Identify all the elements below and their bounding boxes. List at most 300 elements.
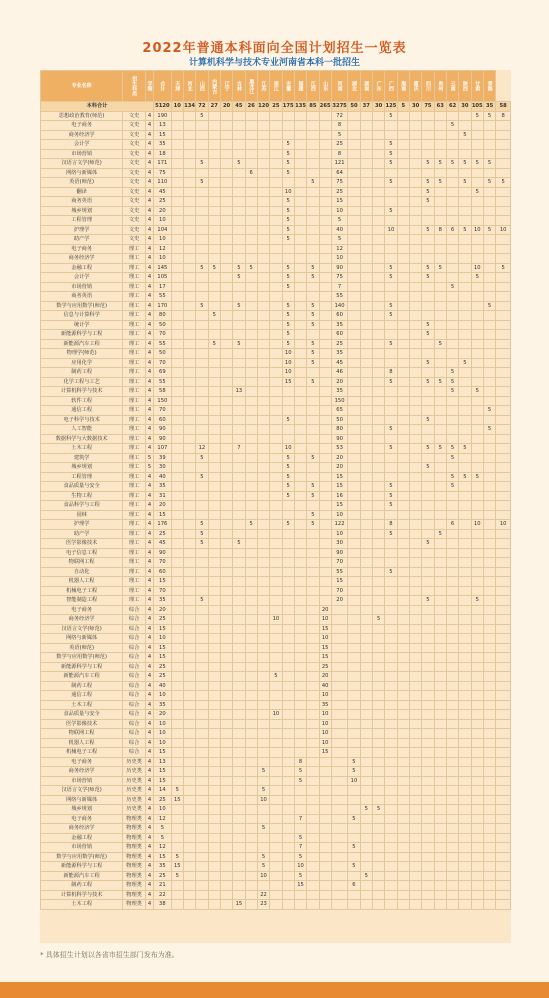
table-cell bbox=[183, 615, 195, 625]
table-cell bbox=[434, 662, 446, 672]
table-cell: 理工 bbox=[123, 263, 146, 273]
table-cell bbox=[282, 292, 294, 302]
table-cell: 15 bbox=[331, 577, 347, 587]
table-cell bbox=[208, 558, 220, 568]
table-cell bbox=[307, 586, 319, 596]
table-cell bbox=[294, 710, 306, 720]
table-cell bbox=[257, 292, 269, 302]
table-cell bbox=[183, 358, 195, 368]
table-cell bbox=[270, 140, 282, 150]
table-cell bbox=[348, 605, 360, 615]
table-cell bbox=[208, 586, 220, 596]
table-cell bbox=[496, 273, 511, 283]
table-cell bbox=[434, 852, 446, 862]
table-row bbox=[41, 244, 511, 254]
table-cell bbox=[220, 377, 232, 387]
table-cell bbox=[471, 349, 483, 359]
table-cell bbox=[208, 681, 220, 691]
table-cell: 5 bbox=[282, 235, 294, 245]
table-cell bbox=[257, 624, 269, 634]
table-cell bbox=[319, 548, 331, 558]
table-cell bbox=[397, 415, 409, 425]
table-cell bbox=[385, 729, 397, 739]
table-cell bbox=[282, 681, 294, 691]
table-cell bbox=[459, 662, 471, 672]
table-cell bbox=[409, 824, 421, 834]
page-title: 2022年普通本科面向全国计划招生一览表 bbox=[142, 41, 407, 56]
header-col: 天津 bbox=[171, 71, 183, 102]
table-cell bbox=[319, 425, 331, 435]
table-cell bbox=[208, 425, 220, 435]
table-cell bbox=[372, 691, 384, 701]
table-cell bbox=[496, 140, 511, 150]
table-cell bbox=[397, 130, 409, 140]
table-cell bbox=[307, 472, 319, 482]
table-cell bbox=[270, 187, 282, 197]
table-cell bbox=[496, 472, 511, 482]
table-cell bbox=[446, 140, 458, 150]
table-cell: 4 bbox=[145, 776, 153, 786]
table-cell bbox=[245, 406, 257, 416]
table-cell bbox=[471, 149, 483, 159]
table-cell: 5 bbox=[196, 472, 208, 482]
table-cell bbox=[397, 482, 409, 492]
table-cell bbox=[220, 719, 232, 729]
table-cell bbox=[245, 643, 257, 653]
table-cell bbox=[208, 197, 220, 207]
table-cell: 46 bbox=[331, 368, 347, 378]
table-cell bbox=[483, 624, 495, 634]
table-cell bbox=[409, 700, 421, 710]
table-cell bbox=[496, 719, 511, 729]
table-cell bbox=[233, 833, 245, 843]
table-cell bbox=[220, 178, 232, 188]
table-cell: 25 bbox=[154, 871, 171, 881]
table-cell: 15 bbox=[154, 852, 171, 862]
table-cell: 4 bbox=[145, 425, 153, 435]
table-cell bbox=[409, 586, 421, 596]
table-cell: 5 bbox=[145, 463, 153, 473]
table-cell bbox=[471, 358, 483, 368]
table-cell bbox=[208, 691, 220, 701]
table-cell: 5 bbox=[154, 833, 171, 843]
table-cell bbox=[459, 339, 471, 349]
table-cell: 理工 bbox=[123, 292, 146, 302]
table-cell bbox=[360, 206, 372, 216]
table-cell bbox=[270, 510, 282, 520]
table-cell bbox=[471, 311, 483, 321]
table-cell bbox=[220, 786, 232, 796]
table-cell: 5 bbox=[233, 301, 245, 311]
table-cell bbox=[434, 824, 446, 834]
table-row bbox=[41, 852, 511, 862]
table-cell bbox=[385, 710, 397, 720]
table-cell: 历史类 bbox=[123, 795, 146, 805]
table-cell bbox=[319, 843, 331, 853]
table-cell bbox=[233, 463, 245, 473]
table-cell bbox=[183, 463, 195, 473]
table-cell bbox=[372, 282, 384, 292]
table-cell: 5 bbox=[294, 833, 306, 843]
table-cell bbox=[385, 653, 397, 663]
table-cell bbox=[196, 225, 208, 235]
table-cell bbox=[434, 786, 446, 796]
table-cell bbox=[360, 881, 372, 891]
table-cell: 5 bbox=[294, 871, 306, 881]
table-cell bbox=[348, 339, 360, 349]
table-cell bbox=[434, 757, 446, 767]
table-cell bbox=[409, 463, 421, 473]
table-cell bbox=[409, 434, 421, 444]
table-cell bbox=[459, 824, 471, 834]
table-cell bbox=[171, 178, 183, 188]
table-cell bbox=[294, 187, 306, 197]
table-cell bbox=[294, 339, 306, 349]
table-cell bbox=[196, 881, 208, 891]
table-cell bbox=[208, 149, 220, 159]
table-cell bbox=[409, 292, 421, 302]
table-cell bbox=[307, 852, 319, 862]
table-cell bbox=[483, 805, 495, 815]
table-cell: 5 bbox=[233, 273, 245, 283]
table-cell bbox=[422, 206, 434, 216]
table-cell bbox=[422, 168, 434, 178]
table-cell: 5 bbox=[446, 387, 458, 397]
table-cell bbox=[171, 406, 183, 416]
major-name-cell: 机器人工程 bbox=[41, 738, 123, 748]
table-row bbox=[41, 833, 511, 843]
table-cell bbox=[270, 719, 282, 729]
table-cell: 5 bbox=[233, 263, 245, 273]
table-cell bbox=[220, 301, 232, 311]
table-row bbox=[41, 900, 511, 910]
table-cell: 5 bbox=[307, 377, 319, 387]
table-cell bbox=[496, 776, 511, 786]
table-cell bbox=[183, 795, 195, 805]
table-cell bbox=[372, 843, 384, 853]
table-cell bbox=[385, 824, 397, 834]
table-cell bbox=[319, 453, 331, 463]
table-cell bbox=[257, 710, 269, 720]
table-cell bbox=[459, 634, 471, 644]
table-cell bbox=[196, 282, 208, 292]
table-cell: 综合 bbox=[123, 681, 146, 691]
table-cell bbox=[483, 748, 495, 758]
table-cell bbox=[397, 349, 409, 359]
table-cell bbox=[319, 368, 331, 378]
table-cell bbox=[409, 396, 421, 406]
header-col: 福建 bbox=[294, 71, 306, 102]
table-cell bbox=[372, 596, 384, 606]
table-cell bbox=[459, 605, 471, 615]
table-cell bbox=[245, 871, 257, 881]
table-cell bbox=[409, 548, 421, 558]
table-cell bbox=[183, 605, 195, 615]
table-cell bbox=[446, 786, 458, 796]
table-row bbox=[41, 700, 511, 710]
table-row bbox=[41, 757, 511, 767]
table-cell bbox=[220, 197, 232, 207]
major-name-cell: 电子商务 bbox=[41, 121, 123, 131]
table-cell bbox=[245, 624, 257, 634]
table-cell bbox=[397, 871, 409, 881]
table-cell bbox=[360, 368, 372, 378]
table-cell: 150 bbox=[331, 396, 347, 406]
table-cell bbox=[360, 501, 372, 511]
table-cell bbox=[220, 748, 232, 758]
table-cell bbox=[307, 463, 319, 473]
table-cell bbox=[483, 776, 495, 786]
table-cell bbox=[360, 596, 372, 606]
table-cell bbox=[496, 881, 511, 891]
table-cell bbox=[409, 349, 421, 359]
table-cell bbox=[372, 795, 384, 805]
table-row bbox=[41, 738, 511, 748]
table-cell bbox=[360, 149, 372, 159]
table-cell bbox=[183, 700, 195, 710]
table-cell: 5 bbox=[245, 520, 257, 530]
table-cell bbox=[208, 719, 220, 729]
table-cell bbox=[171, 510, 183, 520]
table-row bbox=[41, 539, 511, 549]
table-cell bbox=[483, 491, 495, 501]
table-cell bbox=[245, 301, 257, 311]
table-cell bbox=[459, 814, 471, 824]
table-cell bbox=[270, 805, 282, 815]
table-cell bbox=[270, 206, 282, 216]
table-cell bbox=[294, 406, 306, 416]
major-name-cell: 助产学 bbox=[41, 235, 123, 245]
table-row bbox=[41, 567, 511, 577]
table-cell bbox=[360, 197, 372, 207]
table-cell bbox=[171, 748, 183, 758]
table-cell bbox=[422, 843, 434, 853]
table-cell bbox=[385, 235, 397, 245]
table-cell bbox=[348, 520, 360, 530]
table-cell bbox=[270, 833, 282, 843]
table-cell: 文史 bbox=[123, 130, 146, 140]
table-cell: 5 bbox=[282, 482, 294, 492]
table-cell bbox=[434, 558, 446, 568]
table-cell bbox=[183, 833, 195, 843]
table-cell bbox=[245, 900, 257, 910]
table-cell bbox=[208, 900, 220, 910]
table-cell bbox=[397, 890, 409, 900]
table-cell bbox=[270, 311, 282, 321]
table-cell: 38 bbox=[154, 900, 171, 910]
table-cell bbox=[196, 890, 208, 900]
table-cell: 5 bbox=[348, 843, 360, 853]
table-cell bbox=[459, 691, 471, 701]
table-cell bbox=[434, 729, 446, 739]
table-cell: 55 bbox=[154, 339, 171, 349]
table-cell bbox=[397, 491, 409, 501]
table-cell bbox=[208, 320, 220, 330]
table-cell: 理工 bbox=[123, 586, 146, 596]
table-cell bbox=[397, 339, 409, 349]
table-cell bbox=[208, 548, 220, 558]
table-cell bbox=[245, 320, 257, 330]
table-cell bbox=[446, 111, 458, 121]
table-row bbox=[41, 406, 511, 416]
table-cell: 20 bbox=[331, 596, 347, 606]
table-cell bbox=[245, 292, 257, 302]
table-cell bbox=[282, 406, 294, 416]
table-cell bbox=[348, 653, 360, 663]
table-cell: 25 bbox=[331, 140, 347, 150]
table-cell bbox=[385, 558, 397, 568]
table-cell bbox=[171, 292, 183, 302]
table-cell bbox=[409, 415, 421, 425]
table-cell bbox=[171, 273, 183, 283]
table-cell bbox=[196, 330, 208, 340]
major-name-cell: 电子科学与技术 bbox=[41, 415, 123, 425]
table-cell bbox=[233, 862, 245, 872]
table-cell bbox=[446, 567, 458, 577]
table-cell bbox=[220, 890, 232, 900]
table-cell: 15 bbox=[331, 501, 347, 511]
table-cell: 5 bbox=[385, 529, 397, 539]
table-cell bbox=[496, 463, 511, 473]
table-cell bbox=[471, 539, 483, 549]
table-cell bbox=[360, 795, 372, 805]
table-cell bbox=[208, 482, 220, 492]
table-cell bbox=[282, 425, 294, 435]
table-cell bbox=[409, 178, 421, 188]
table-cell bbox=[233, 349, 245, 359]
major-name-cell: 思想政治教育(师范) bbox=[41, 111, 123, 121]
table-cell bbox=[245, 501, 257, 511]
table-cell bbox=[307, 767, 319, 777]
table-cell: 40 bbox=[331, 225, 347, 235]
table-cell bbox=[257, 111, 269, 121]
table-cell bbox=[483, 691, 495, 701]
table-cell bbox=[409, 501, 421, 511]
table-cell: 5 bbox=[282, 263, 294, 273]
table-cell: 20 bbox=[331, 463, 347, 473]
table-cell bbox=[196, 387, 208, 397]
table-row bbox=[41, 643, 511, 653]
table-cell bbox=[434, 890, 446, 900]
table-cell bbox=[422, 254, 434, 264]
table-cell bbox=[459, 415, 471, 425]
table-cell bbox=[307, 843, 319, 853]
table-cell bbox=[282, 786, 294, 796]
table-cell bbox=[183, 824, 195, 834]
table-cell bbox=[446, 529, 458, 539]
table-cell: 10 bbox=[348, 776, 360, 786]
table-cell: 4 bbox=[145, 472, 153, 482]
table-cell bbox=[233, 482, 245, 492]
table-cell bbox=[282, 178, 294, 188]
table-cell bbox=[422, 482, 434, 492]
table-cell bbox=[208, 795, 220, 805]
table-cell: 4 bbox=[145, 225, 153, 235]
table-row bbox=[41, 577, 511, 587]
table-cell bbox=[233, 140, 245, 150]
table-cell: 5 bbox=[282, 216, 294, 226]
table-cell bbox=[409, 225, 421, 235]
table-cell bbox=[422, 634, 434, 644]
table-cell: 理工 bbox=[123, 425, 146, 435]
table-cell bbox=[459, 292, 471, 302]
table-cell bbox=[270, 453, 282, 463]
table-cell bbox=[257, 605, 269, 615]
table-cell bbox=[409, 235, 421, 245]
table-cell bbox=[471, 776, 483, 786]
table-cell bbox=[245, 634, 257, 644]
table-cell bbox=[434, 510, 446, 520]
table-cell bbox=[257, 586, 269, 596]
table-cell bbox=[319, 529, 331, 539]
table-cell bbox=[171, 567, 183, 577]
table-cell bbox=[257, 653, 269, 663]
table-cell bbox=[348, 643, 360, 653]
table-cell bbox=[233, 520, 245, 530]
table-cell bbox=[282, 729, 294, 739]
table-cell bbox=[496, 320, 511, 330]
table-cell bbox=[245, 833, 257, 843]
table-cell: 4 bbox=[145, 539, 153, 549]
table-cell bbox=[270, 387, 282, 397]
table-cell bbox=[496, 871, 511, 881]
table-cell: 5 bbox=[282, 168, 294, 178]
table-cell bbox=[220, 282, 232, 292]
table-cell bbox=[397, 586, 409, 596]
table-cell bbox=[409, 900, 421, 910]
table-cell bbox=[319, 890, 331, 900]
table-cell bbox=[307, 406, 319, 416]
table-cell bbox=[446, 767, 458, 777]
table-cell: 4 bbox=[145, 833, 153, 843]
table-cell bbox=[422, 510, 434, 520]
table-cell bbox=[483, 719, 495, 729]
table-cell bbox=[245, 434, 257, 444]
table-cell bbox=[270, 862, 282, 872]
table-cell bbox=[196, 368, 208, 378]
table-cell: 5 bbox=[282, 149, 294, 159]
table-cell bbox=[294, 311, 306, 321]
table-cell bbox=[397, 273, 409, 283]
table-cell bbox=[397, 178, 409, 188]
table-cell bbox=[385, 387, 397, 397]
table-cell bbox=[319, 301, 331, 311]
table-cell bbox=[397, 824, 409, 834]
table-cell bbox=[459, 729, 471, 739]
table-cell bbox=[348, 434, 360, 444]
table-cell bbox=[196, 254, 208, 264]
table-cell bbox=[483, 596, 495, 606]
table-cell: 8 bbox=[331, 121, 347, 131]
table-cell bbox=[294, 216, 306, 226]
table-cell bbox=[385, 187, 397, 197]
table-cell bbox=[307, 824, 319, 834]
table-cell bbox=[319, 852, 331, 862]
table-cell bbox=[171, 767, 183, 777]
table-cell bbox=[434, 130, 446, 140]
table-cell bbox=[372, 130, 384, 140]
table-cell bbox=[208, 624, 220, 634]
table-cell bbox=[483, 862, 495, 872]
table-cell bbox=[257, 501, 269, 511]
table-cell bbox=[294, 586, 306, 596]
table-cell bbox=[372, 653, 384, 663]
table-cell bbox=[483, 634, 495, 644]
table-cell bbox=[196, 643, 208, 653]
table-cell bbox=[385, 833, 397, 843]
table-cell bbox=[208, 444, 220, 454]
table-cell bbox=[446, 900, 458, 910]
